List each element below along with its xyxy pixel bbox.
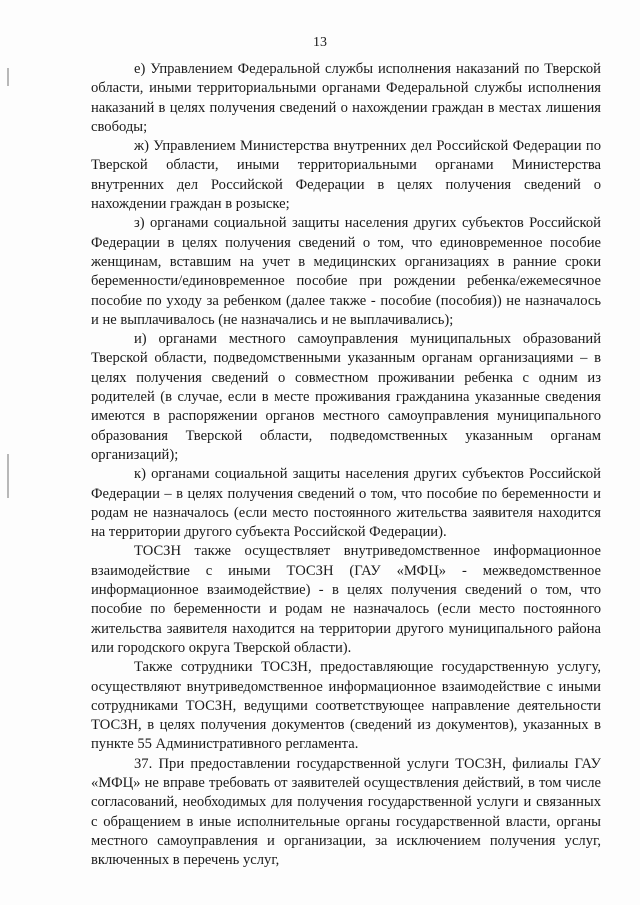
paragraph-clause-37: 37. При предоставлении государственной услуги ТОСЗН, филиалы ГАУ «МФЦ» не вправе требовать от заявителей осуществления действий, в том числе согласований, необходимых для получения государственной услуги и связанных с обращением в иные исполнительные органы государственной власти, органы местного самоуправления и организации, за исключением получения услуг, включенных в перечень услуг, (91, 755, 601, 869)
paragraph-item-e: е) Управлением Федеральной службы исполнения наказаний по Тверской области, иными территориальными органами Федеральной службы исполнения наказаний в целях получения сведений о нахождении граждан в местах лишения свободы; (91, 61, 601, 135)
paragraph-item-i: и) органами местного самоуправления муниципальных образований Тверской области, подведомственными указанным органам организациями – в целях получения сведений о совместном проживании ребенка с одним из родителей (в случае, если в месте проживания гражданина указанные сведения имеются в распоряжении органов местного самоуправления муниципального образования Тверской области, подведомственных указанным органам организаций); (91, 331, 601, 463)
scan-edge-mark (7, 454, 9, 498)
page-number: 13 (313, 35, 327, 50)
paragraph-item-k: к) органами социальной защиты населения других субъектов Российской Федерации – в целях получения сведений о том, что пособие по беременности и родам не назначалось (если место постоянного жительства заявителя находится на территории другого субъекта Российской Федерации). (91, 466, 601, 541)
paragraph-item-z: з) органами социальной защиты населения других субъектов Российской Федерации в целях получения сведений о том, что единовременное пособие женщинам, вставшим на учет в медицинских организациях в ранние сроки беременности/единовременное пособие при рождении ребенка/ежемесячное пособие по уходу за ребенком (далее также - пособие (пособия)) не назначалось и не выплачивалось (не назначались и не выплачивались); (91, 215, 601, 328)
document-body (91, 60, 601, 870)
paragraph-toszn-interaction: ТОСЗН также осуществляет внутриведомственное информационное взаимодействие с иными ТОСЗН (ГАУ «МФЦ» - межведомственное информационное взаимодействие) - в целях получения сведений о том, что пособие по беременности и родам не назначалось (если место постоянного жительства заявителя находится на территории другого муниципального района или городского округа Тверской области). (91, 543, 601, 656)
paragraph-staff-interaction: Также сотрудники ТОСЗН, предоставляющие государственную услугу, осуществляют внутриведомственное информационное взаимодействие с иными сотрудниками ТОСЗН, ведущими соответствующее направление деятельности ТОСЗН, в целях получения документов (сведений из документов), указанных в пункте 55 Административного регламента. (91, 659, 601, 753)
paragraph-item-zh: ж) Управлением Министерства внутренних дел Российской Федерации по Тверской области, иными территориальными органами Министерства внутренних дел Российской Федерации в целях получения сведений о нахождении граждан в розыске; (91, 138, 601, 213)
scan-edge-mark (7, 68, 9, 86)
